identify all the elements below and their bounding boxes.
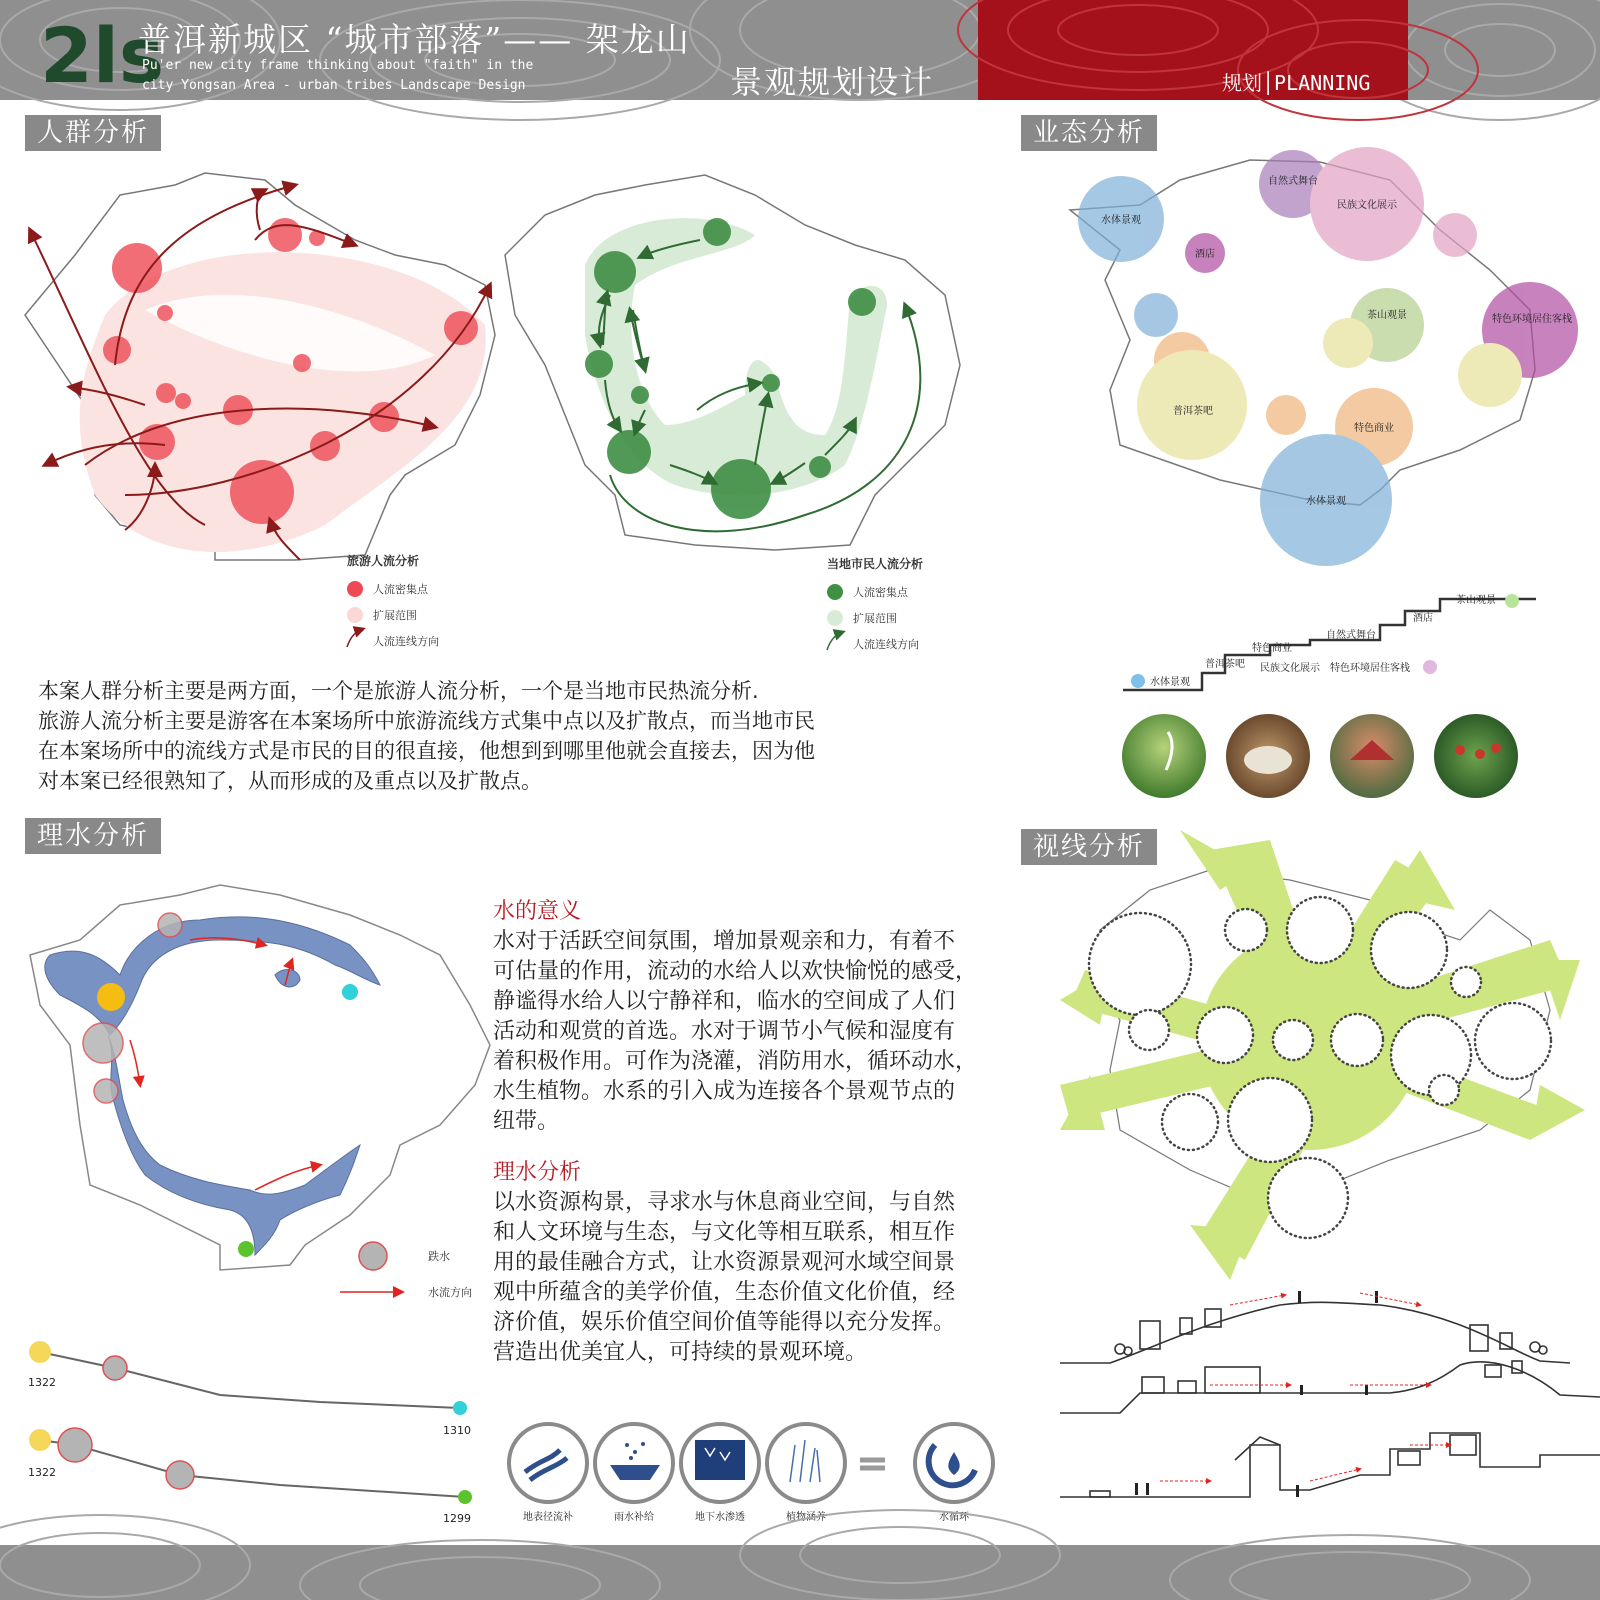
stair-dot-end xyxy=(1505,594,1519,608)
water-profiles xyxy=(20,1330,480,1530)
svg-text:特色环境居住客栈: 特色环境居住客栈 xyxy=(1330,663,1410,674)
water-end-point-b xyxy=(238,1241,254,1257)
svg-text:人流连线方向: 人流连线方向 xyxy=(853,638,919,651)
water-end-point-a xyxy=(342,984,358,1000)
crowd-paragraph: 本案人群分析主要是两方面，一个是旅游人流分析，一个是当地市民热流分析. 旅游人流分析主要是游客在本案场所中旅游流线方式集中点以及扩散点，而当地市民 在本案场所中的流线方式是市民的目的很直接，他想到到哪里他就会直接去，因为他 对本案已经很熟知了，从而形成的及重点以及扩散点。 xyxy=(38,679,815,793)
legend-arrow-icon xyxy=(347,629,363,647)
profile-line-2 xyxy=(40,1440,465,1497)
legend-density-dot xyxy=(347,581,363,597)
business-bubble-map xyxy=(1060,150,1600,580)
svg-text:水体景观: 水体景观 xyxy=(1150,677,1190,688)
svg-text:雨水补给: 雨水补给 xyxy=(614,1512,654,1523)
water-analysis-paragraph: 理水分析 以水资源构景，寻求水与休息商业空间，与自然 和人文环境与生态，与文化等相互联系，相互作 用的最佳融合方式，让水资源景观河水域空间景 观中所蕴含的美学价值，生态价值文化价值，经 济价值，娱乐价值空间价值等能得以充分发挥。 营造出优美宜人，可持续的景观环境。 xyxy=(493,1158,1013,1368)
svg-text:茶山观景: 茶山观景 xyxy=(1367,310,1407,321)
legend-range-dot xyxy=(347,607,363,623)
section-water-analysis: 理水分析 xyxy=(25,818,161,854)
section-business-analysis: 业态分析 xyxy=(1021,115,1157,151)
water-meaning-title: 水的意义 xyxy=(493,899,582,924)
water-analysis-title: 理水分析 xyxy=(493,1160,582,1185)
section-sightline-analysis: 视线分析 xyxy=(1021,829,1157,865)
page-title: 普洱新城区 “城市部落”—— 架龙山 xyxy=(138,20,691,59)
title-right: 景观规划设计 xyxy=(730,63,935,101)
bottom-banner xyxy=(0,1545,1600,1600)
svg-text:特色环境居住客栈: 特色环境居住客栈 xyxy=(1492,314,1572,325)
svg-text:人流密集点: 人流密集点 xyxy=(853,586,908,599)
water-start-point xyxy=(97,983,125,1011)
photo-egret xyxy=(1122,714,1206,798)
svg-text:2ls: 2ls xyxy=(40,11,165,100)
surface-runoff-icon xyxy=(509,1424,587,1502)
tourist-legend-title: 旅游人流分析 xyxy=(347,554,420,568)
svg-text:植物涵养: 植物涵养 xyxy=(786,1512,826,1523)
local-legend-title: 当地市民人流分析 xyxy=(827,557,924,571)
business-photos xyxy=(1120,712,1520,800)
svg-text:跌水: 跌水 xyxy=(428,1250,450,1263)
svg-text:普洱茶吧: 普洱茶吧 xyxy=(1173,406,1213,417)
section-profile-2 xyxy=(1060,1362,1600,1413)
svg-text:自然式舞台: 自然式舞台 xyxy=(1268,176,1318,187)
svg-text:人流连线方向: 人流连线方向 xyxy=(373,635,439,648)
profile1-start-point xyxy=(29,1341,51,1363)
stair-dot-start xyxy=(1131,674,1145,688)
svg-text:酒店: 酒店 xyxy=(1195,249,1215,260)
svg-text:自然式舞台: 自然式舞台 xyxy=(1326,630,1376,641)
local-flow-map xyxy=(505,165,980,655)
svg-text:地下水渗透: 地下水渗透 xyxy=(695,1512,745,1523)
svg-text:普洱茶吧: 普洱茶吧 xyxy=(1205,659,1245,670)
section-label: 规划│PLANNING xyxy=(1222,71,1371,95)
svg-text:1322: 1322 xyxy=(28,1466,56,1479)
svg-text:水体景观: 水体景观 xyxy=(1101,215,1141,226)
profile2-end-point xyxy=(458,1490,472,1504)
stair-dot-mid xyxy=(1423,660,1437,674)
page-subtitle: Pu'er new city frame thinking about "faith" in the city Yongsan Area - urban tribes Landscape Design xyxy=(142,58,534,93)
profile2-start-point xyxy=(29,1429,51,1451)
svg-text:1322: 1322 xyxy=(28,1376,56,1389)
svg-text:1310: 1310 xyxy=(443,1424,471,1437)
svg-text:民族文化展示: 民族文化展示 xyxy=(1260,663,1320,674)
svg-text:人流密集点: 人流密集点 xyxy=(373,583,428,596)
equals-sign-icon xyxy=(860,1460,885,1468)
sightline-diagram xyxy=(1060,830,1600,1280)
tourist-flow-map xyxy=(25,165,505,655)
svg-text:扩展范围: 扩展范围 xyxy=(373,609,417,622)
business-stair-diagram xyxy=(1120,585,1540,700)
logo xyxy=(40,11,165,100)
water-system-map xyxy=(20,885,490,1305)
profile-line-1 xyxy=(40,1352,460,1408)
sight-lines xyxy=(1160,1293,1450,1481)
plant-conservation-icon xyxy=(767,1424,845,1502)
legend-density-dot xyxy=(827,584,843,600)
svg-text:扩展范围: 扩展范围 xyxy=(853,612,897,625)
rainwater-icon xyxy=(595,1424,673,1502)
svg-text:1299: 1299 xyxy=(443,1512,471,1525)
section-profile-3 xyxy=(1060,1433,1600,1497)
svg-text:酒店: 酒店 xyxy=(1413,613,1433,624)
svg-text:地表径流补: 地表径流补 xyxy=(523,1512,573,1523)
water-meaning-paragraph: 水的意义 水对于活跃空间氛围，增加景观亲和力，有着不 可估量的作用，流动的水给人以欢快愉悦的感受， 静谧得水给人以宁静祥和，临水的空间成了人们 活动和观赏的首选。水对于调节小气候和湿度有 着积极作用。可作为浇灌，消防用水，循环动水， 水生植物。水系的引入成为连接各个景观节点的 纽带。 xyxy=(493,897,1013,1137)
svg-text:民族文化展示: 民族文化展示 xyxy=(1337,200,1397,211)
svg-text:水流方向: 水流方向 xyxy=(428,1286,472,1299)
legend-arrow-icon xyxy=(827,632,843,650)
section-crowd-analysis: 人群分析 xyxy=(25,115,161,151)
profile1-end-point xyxy=(453,1401,467,1415)
svg-text:茶山观景: 茶山观景 xyxy=(1456,595,1496,606)
sightline-sections xyxy=(1060,1295,1600,1535)
water-cycle-icons xyxy=(505,1420,1005,1530)
svg-text:水循环: 水循环 xyxy=(939,1512,969,1523)
svg-text:特色商业: 特色商业 xyxy=(1354,423,1394,434)
svg-text:特色商业: 特色商业 xyxy=(1252,643,1292,654)
people-icons xyxy=(1135,1291,1378,1497)
legend-water-drop xyxy=(359,1242,387,1270)
section-profile-1 xyxy=(1060,1302,1570,1363)
svg-text:水体景观: 水体景观 xyxy=(1306,496,1346,507)
contour-pattern-footer xyxy=(0,1545,1600,1600)
legend-range-dot xyxy=(827,610,843,626)
